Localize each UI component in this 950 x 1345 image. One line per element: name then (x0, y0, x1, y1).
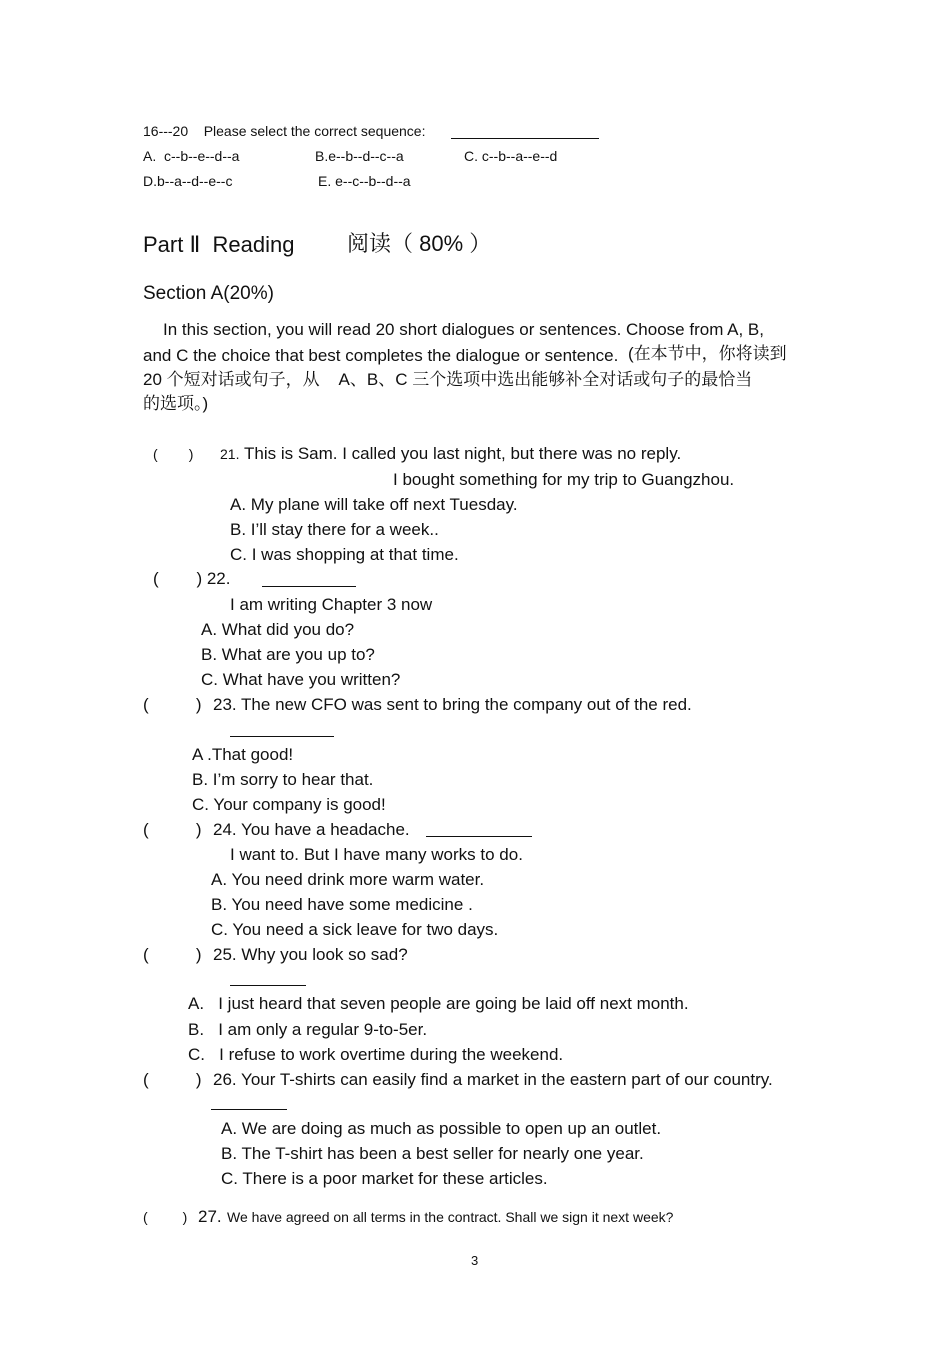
answer-paren: ( ) (153, 446, 194, 462)
question-stem: 23. The new CFO was sent to bring the company out of the red. (213, 695, 692, 714)
option-a: A. What did you do? (201, 620, 355, 639)
option-a: A. I just heard that seven people are going be laid off next month. (188, 994, 689, 1013)
intro-line-1: In this section, you will read 20 short dialogues or sentences. Choose from A, B, (163, 320, 764, 339)
answer-blank (426, 836, 532, 837)
answer-blank (262, 586, 356, 587)
dialogue-reply: I bought something for my trip to Guangzhou. (393, 470, 735, 489)
answer-blank (211, 1109, 287, 1110)
page-number: 3 (471, 1253, 479, 1268)
option-b: B. What are you up to? (201, 645, 375, 664)
intro-line-4: 的选项。) (143, 394, 209, 413)
intro-line-2: and C the choice that best completes the dialogue or sentence. (143, 346, 619, 365)
option-c: C. I was shopping at that time. (230, 545, 459, 564)
intro-line-3: 20 个短对话或句子，从 A、B、C 三个选项中选出能够补全对话或句子的最恰当 (143, 370, 753, 389)
question-stem: 24. You have a headache. (213, 820, 410, 839)
dialogue-reply: I am writing Chapter 3 now (230, 595, 433, 614)
option-c: C. You need a sick leave for two days. (211, 920, 499, 939)
option-a: A. We are doing as much as possible to open up an outlet. (221, 1119, 662, 1138)
part-title-chinese: 阅读（ 80% ） (347, 231, 492, 256)
answer-paren: ( ) 22. (153, 569, 231, 588)
sequence-option-e: E. e--c--b--d--a (318, 173, 411, 189)
option-b: B. The T-shirt has been a best seller for nearly one year. (221, 1144, 644, 1163)
option-c: C. There is a poor market for these articles. (221, 1169, 548, 1188)
option-b: B. You need have some medicine . (211, 895, 473, 914)
part-title: Part Ⅱ Reading (143, 232, 295, 257)
option-a: A .That good! (192, 745, 294, 764)
sequence-option-d: D.b--a--d--e--c (143, 173, 233, 189)
sequence-prompt: 16---20 Please select the correct sequence: (143, 123, 426, 139)
option-b: B. I am only a regular 9-to-5er. (188, 1020, 428, 1039)
answer-paren: ( ) (143, 1070, 202, 1089)
option-c: C. Your company is good! (192, 795, 386, 814)
answer-paren: ( ) (143, 695, 202, 714)
question-stem: We have agreed on all terms in the contract. Shall we sign it next week? (227, 1209, 674, 1225)
answer-blank (451, 138, 599, 139)
answer-paren: ( ) (143, 1209, 188, 1225)
section-title: Section A(20%) (143, 283, 274, 304)
option-c: C. I refuse to work overtime during the weekend. (188, 1045, 564, 1064)
answer-paren: ( ) (143, 820, 202, 839)
question-stem: This is Sam. I called you last night, but there was no reply. (244, 444, 682, 463)
answer-blank (230, 736, 334, 737)
answer-paren: ( ) (143, 945, 202, 964)
question-stem: 25. Why you look so sad? (213, 945, 408, 964)
option-a: A. My plane will take off next Tuesday. (230, 495, 518, 514)
sequence-option-a: A. c--b--e--d--a (143, 148, 240, 164)
question-stem: 26. Your T-shirts can easily find a market in the eastern part of our country. (213, 1070, 773, 1089)
intro-line-2-chinese: (在本节中，你将读到 (628, 344, 787, 363)
option-b: B. I’m sorry to hear that. (192, 770, 374, 789)
question-number: 21. (220, 446, 240, 462)
option-a: A. You need drink more warm water. (211, 870, 485, 889)
sequence-option-c: C. c--b--a--e--d (464, 148, 558, 164)
option-b: B. I’ll stay there for a week.. (230, 520, 439, 539)
dialogue-reply: I want to. But I have many works to do. (230, 845, 523, 864)
question-number: 27. (198, 1207, 222, 1226)
answer-blank (230, 985, 306, 986)
option-c: C. What have you written? (201, 670, 401, 689)
sequence-option-b: B.e--b--d--c--a (315, 148, 404, 164)
